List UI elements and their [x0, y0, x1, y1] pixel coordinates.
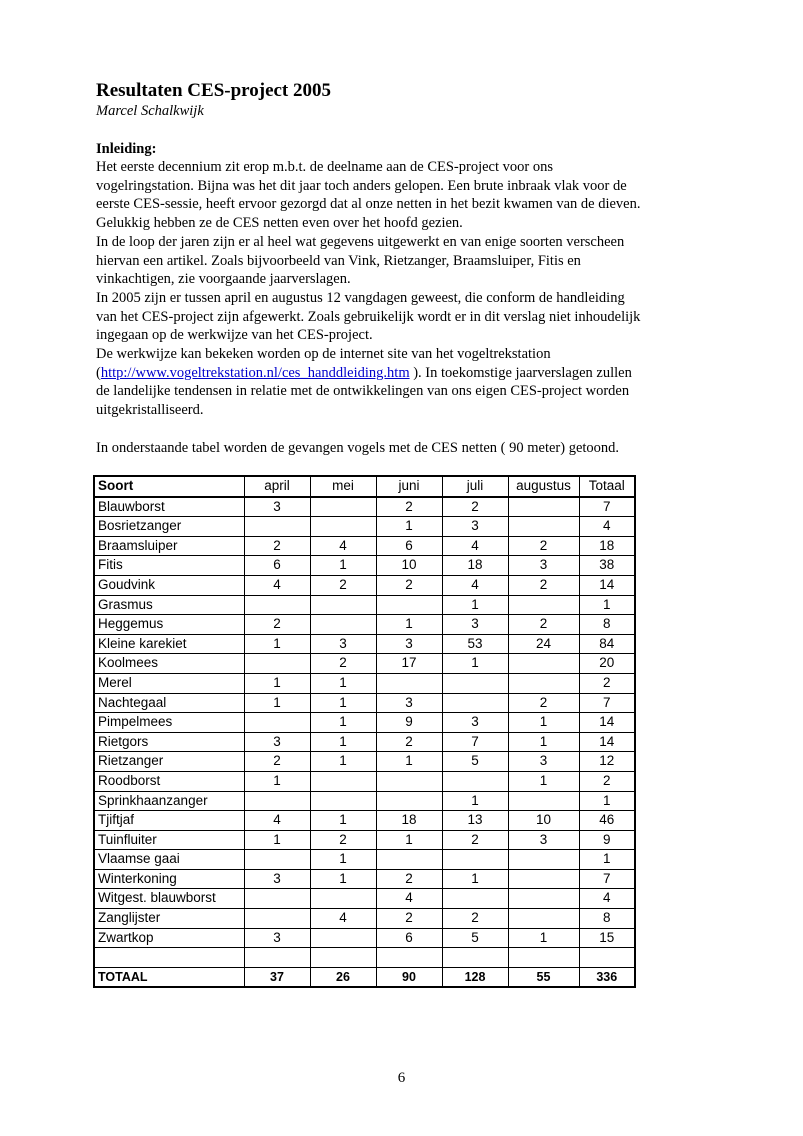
- count-cell: 1: [376, 752, 442, 772]
- count-cell: 8: [579, 909, 635, 929]
- count-cell: 2: [508, 693, 579, 713]
- count-cell: 2: [376, 869, 442, 889]
- table-row: [94, 673, 635, 693]
- count-cell: [442, 948, 508, 968]
- count-cell: [310, 948, 376, 968]
- species-name-cell: Grasmus: [94, 595, 244, 615]
- table-row: [94, 517, 635, 537]
- count-cell: 3: [442, 517, 508, 537]
- column-header-juli: juli: [442, 476, 508, 497]
- count-cell: [310, 928, 376, 948]
- count-cell: [508, 595, 579, 615]
- count-cell: 1: [508, 713, 579, 733]
- author-name: Marcel Schalkwijk: [96, 103, 204, 119]
- count-cell: [310, 771, 376, 791]
- count-cell: 1: [244, 673, 310, 693]
- count-cell: 1: [579, 791, 635, 811]
- count-cell: 2: [244, 536, 310, 556]
- count-cell: 1: [310, 732, 376, 752]
- page-number: 6: [397, 1070, 406, 1086]
- count-cell: 6: [376, 928, 442, 948]
- count-cell: 1: [310, 850, 376, 870]
- count-cell: 7: [579, 497, 635, 517]
- count-cell: [508, 673, 579, 693]
- count-cell: 2: [310, 654, 376, 674]
- species-name-cell: Nachtegaal: [94, 693, 244, 713]
- count-cell: 3: [508, 752, 579, 772]
- table-row: [94, 556, 635, 576]
- count-cell: 4: [442, 536, 508, 556]
- species-name-cell: Goudvink: [94, 575, 244, 595]
- count-cell: [376, 850, 442, 870]
- paragraph-line: uitgekristalliseerd.: [96, 402, 204, 419]
- count-cell: [508, 948, 579, 968]
- count-cell: [442, 850, 508, 870]
- count-cell: 2: [376, 497, 442, 517]
- count-cell: 1: [310, 713, 376, 733]
- count-cell: [508, 497, 579, 517]
- count-cell: 2: [579, 673, 635, 693]
- count-cell: [508, 517, 579, 537]
- species-name-cell: Kleine karekiet: [94, 634, 244, 654]
- table-row: [94, 850, 635, 870]
- table-row: [94, 595, 635, 615]
- ces-results-table: [93, 475, 636, 988]
- link-line: [96, 364, 716, 383]
- count-cell: 20: [579, 654, 635, 674]
- count-cell: 2: [442, 497, 508, 517]
- paragraph-line: hiervan een artikel. Zoals bijvoorbeeld van Vink, Rietzanger, Braamsluiper, Fitis en: [96, 252, 581, 269]
- count-cell: 46: [579, 811, 635, 831]
- count-cell: 5: [442, 928, 508, 948]
- count-cell: [244, 595, 310, 615]
- count-cell: 1: [579, 595, 635, 615]
- table-row: [94, 830, 635, 850]
- count-cell: 18: [376, 811, 442, 831]
- count-cell: 3: [508, 556, 579, 576]
- count-cell: [310, 595, 376, 615]
- count-cell: 3: [310, 634, 376, 654]
- species-name-cell: [94, 948, 244, 968]
- species-name-cell: Heggemus: [94, 615, 244, 635]
- species-name-cell: Zanglijster: [94, 909, 244, 929]
- total-count-cell: 37: [244, 967, 310, 987]
- paragraph-line: In 2005 zijn er tussen april en augustus 12 vangdagen geweest, die conform de handleiding: [96, 289, 625, 306]
- count-cell: [376, 948, 442, 968]
- count-cell: 1: [442, 654, 508, 674]
- count-cell: 4: [442, 575, 508, 595]
- count-cell: [508, 850, 579, 870]
- count-cell: 1: [579, 850, 635, 870]
- count-cell: 2: [442, 909, 508, 929]
- count-cell: 13: [442, 811, 508, 831]
- count-cell: 1: [442, 791, 508, 811]
- count-cell: [244, 850, 310, 870]
- count-cell: [579, 948, 635, 968]
- count-cell: 2: [310, 575, 376, 595]
- species-name-cell: Winterkoning: [94, 869, 244, 889]
- count-cell: [508, 869, 579, 889]
- total-count-cell: 90: [376, 967, 442, 987]
- count-cell: 1: [376, 517, 442, 537]
- count-cell: 84: [579, 634, 635, 654]
- count-cell: 1: [244, 771, 310, 791]
- table-body: [94, 497, 635, 988]
- species-name-cell: Witgest. blauwborst: [94, 889, 244, 909]
- total-count-cell: 55: [508, 967, 579, 987]
- count-cell: [508, 654, 579, 674]
- count-cell: 1: [508, 732, 579, 752]
- count-cell: 53: [442, 634, 508, 654]
- count-cell: 3: [376, 634, 442, 654]
- count-cell: [310, 791, 376, 811]
- count-cell: [376, 771, 442, 791]
- count-cell: 14: [579, 575, 635, 595]
- paragraph-line: In de loop der jaren zijn er al heel wat gegevens uitgewerkt en van enige soorten verscheen: [96, 233, 625, 250]
- count-cell: [376, 673, 442, 693]
- count-cell: [310, 517, 376, 537]
- count-cell: 2: [376, 575, 442, 595]
- species-name-cell: Koolmees: [94, 654, 244, 674]
- count-cell: [508, 889, 579, 909]
- total-count-cell: 336: [579, 967, 635, 987]
- table-row: [94, 771, 635, 791]
- count-cell: 8: [579, 615, 635, 635]
- table-row: [94, 713, 635, 733]
- count-cell: 2: [310, 830, 376, 850]
- count-cell: [442, 889, 508, 909]
- count-cell: 7: [579, 869, 635, 889]
- column-header-soort: Soort: [94, 476, 244, 497]
- count-cell: [310, 615, 376, 635]
- count-cell: 1: [508, 771, 579, 791]
- count-cell: 10: [376, 556, 442, 576]
- count-cell: [442, 693, 508, 713]
- count-cell: [310, 889, 376, 909]
- species-name-cell: Tjiftjaf: [94, 811, 244, 831]
- paragraph-line: ingegaan op de werkwijze van het CES-project.: [96, 327, 373, 344]
- count-cell: 4: [310, 536, 376, 556]
- count-cell: [508, 909, 579, 929]
- table-row: [94, 791, 635, 811]
- table-intro: In onderstaande tabel worden de gevangen vogels met de CES netten ( 90 meter) getoond.: [96, 439, 620, 456]
- total-row: [94, 967, 635, 987]
- paragraph-line: Het eerste decennium zit erop m.b.t. de deelname aan de CES-project voor ons: [96, 159, 553, 175]
- count-cell: 2: [508, 575, 579, 595]
- count-cell: [442, 673, 508, 693]
- count-cell: 2: [442, 830, 508, 850]
- count-cell: 1: [376, 615, 442, 635]
- species-name-cell: Roodborst: [94, 771, 244, 791]
- table-row: [94, 948, 635, 968]
- count-cell: 7: [442, 732, 508, 752]
- paragraph-line: van het CES-project zijn afgewerkt. Zoals gebruikelijk wordt er in dit verslag niet inhoudelijk: [96, 308, 641, 325]
- count-cell: 1: [310, 556, 376, 576]
- species-name-cell: Merel: [94, 673, 244, 693]
- count-cell: 1: [244, 634, 310, 654]
- count-cell: 3: [244, 869, 310, 889]
- table-row: [94, 575, 635, 595]
- table-row: [94, 889, 635, 909]
- column-header-mei: mei: [310, 476, 376, 497]
- table-row: [94, 654, 635, 674]
- count-cell: 24: [508, 634, 579, 654]
- table-row: [94, 869, 635, 889]
- count-cell: [376, 595, 442, 615]
- count-cell: 1: [508, 928, 579, 948]
- table-row: [94, 928, 635, 948]
- ces-handleiding-link[interactable]: http://www.vogeltrekstation.nl/ces_handdleiding.htm: [100, 364, 410, 381]
- total-count-cell: 26: [310, 967, 376, 987]
- count-cell: [508, 791, 579, 811]
- count-cell: 3: [244, 732, 310, 752]
- total-count-cell: 128: [442, 967, 508, 987]
- paragraph-line: vogelringstation. Bijna was het dit jaar toch anders gelopen. Een brute inbraak vlak voor de: [96, 177, 627, 194]
- column-header-totaal: Totaal: [579, 476, 635, 497]
- paragraph-line: De werkwijze kan bekeken worden op de internet site van het vogeltrekstation: [96, 346, 551, 363]
- count-cell: 1: [310, 752, 376, 772]
- species-name-cell: Braamsluiper: [94, 536, 244, 556]
- paragraph-line: de landelijke tendensen in relatie met de ontwikkelingen van ons eigen CES-project worden: [96, 383, 630, 400]
- count-cell: 4: [310, 909, 376, 929]
- page-title: Resultaten CES-project 2005: [96, 80, 332, 101]
- species-name-cell: Bosrietzanger: [94, 517, 244, 537]
- count-cell: 3: [244, 928, 310, 948]
- count-cell: 2: [508, 615, 579, 635]
- count-cell: 4: [376, 889, 442, 909]
- species-name-cell: Sprinkhaanzanger: [94, 791, 244, 811]
- species-name-cell: Zwartkop: [94, 928, 244, 948]
- table-row: [94, 615, 635, 635]
- count-cell: 4: [244, 575, 310, 595]
- count-cell: 10: [508, 811, 579, 831]
- count-cell: [244, 654, 310, 674]
- count-cell: 2: [244, 752, 310, 772]
- table-row: [94, 811, 635, 831]
- count-cell: 3: [508, 830, 579, 850]
- column-header-augustus: augustus: [508, 476, 579, 497]
- count-cell: [244, 791, 310, 811]
- count-cell: 4: [579, 889, 635, 909]
- count-cell: 2: [579, 771, 635, 791]
- count-cell: [244, 713, 310, 733]
- table-row: [94, 732, 635, 752]
- count-cell: [244, 909, 310, 929]
- species-name-cell: Tuinfluiter: [94, 830, 244, 850]
- paragraph-lines-after: [96, 382, 716, 419]
- species-name-cell: Rietgors: [94, 732, 244, 752]
- count-cell: 1: [442, 595, 508, 615]
- count-cell: 2: [244, 615, 310, 635]
- table-header-row: [94, 476, 635, 497]
- count-cell: 7: [579, 693, 635, 713]
- count-cell: 1: [244, 693, 310, 713]
- count-cell: 1: [442, 869, 508, 889]
- table-row: [94, 909, 635, 929]
- species-name-cell: Vlaamse gaai: [94, 850, 244, 870]
- count-cell: 1: [310, 869, 376, 889]
- count-cell: 3: [442, 713, 508, 733]
- count-cell: 1: [244, 830, 310, 850]
- count-cell: 2: [376, 732, 442, 752]
- count-cell: 18: [442, 556, 508, 576]
- count-cell: 1: [310, 693, 376, 713]
- count-cell: 6: [244, 556, 310, 576]
- count-cell: 3: [442, 615, 508, 635]
- count-cell: [244, 889, 310, 909]
- table-row: [94, 497, 635, 517]
- count-cell: 1: [310, 811, 376, 831]
- count-cell: 18: [579, 536, 635, 556]
- count-cell: 4: [579, 517, 635, 537]
- paragraph-line: Gelukkig hebben ze de CES netten even over het hoofd gezien.: [96, 215, 463, 232]
- count-cell: 1: [376, 830, 442, 850]
- paragraph-lines: [96, 158, 716, 364]
- count-cell: 4: [244, 811, 310, 831]
- count-cell: [244, 948, 310, 968]
- link-suffix: ). In toekomstige jaarverslagen zullen: [409, 364, 632, 381]
- table-row: [94, 693, 635, 713]
- count-cell: [310, 497, 376, 517]
- count-cell: [442, 771, 508, 791]
- count-cell: 3: [376, 693, 442, 713]
- link-prefix: (: [96, 364, 101, 381]
- species-name-cell: Rietzanger: [94, 752, 244, 772]
- count-cell: 9: [376, 713, 442, 733]
- count-cell: 14: [579, 732, 635, 752]
- paragraph-line: vinkachtigen, zie voorgaande jaarverslagen.: [96, 271, 351, 288]
- intro-text: [96, 158, 716, 457]
- paragraph-line: eerste CES-sessie, heeft ervoor gezorgd dat al onze netten in het bezit kwamen van de dieven.: [96, 196, 641, 213]
- column-header-juni: juni: [376, 476, 442, 497]
- count-cell: [376, 791, 442, 811]
- column-header-april: april: [244, 476, 310, 497]
- species-name-cell: Pimpelmees: [94, 713, 244, 733]
- total-label-cell: TOTAAL: [94, 967, 244, 987]
- count-cell: 17: [376, 654, 442, 674]
- count-cell: 15: [579, 928, 635, 948]
- count-cell: 2: [376, 909, 442, 929]
- count-cell: 2: [508, 536, 579, 556]
- species-name-cell: Blauwborst: [94, 497, 244, 517]
- count-cell: [244, 517, 310, 537]
- count-cell: 3: [244, 497, 310, 517]
- count-cell: 1: [310, 673, 376, 693]
- count-cell: 9: [579, 830, 635, 850]
- count-cell: 12: [579, 752, 635, 772]
- section-heading: Inleiding:: [96, 141, 157, 157]
- count-cell: 14: [579, 713, 635, 733]
- count-cell: 5: [442, 752, 508, 772]
- table-row: [94, 752, 635, 772]
- species-name-cell: Fitis: [94, 556, 244, 576]
- table-row: [94, 634, 635, 654]
- count-cell: 6: [376, 536, 442, 556]
- count-cell: 38: [579, 556, 635, 576]
- table-row: [94, 536, 635, 556]
